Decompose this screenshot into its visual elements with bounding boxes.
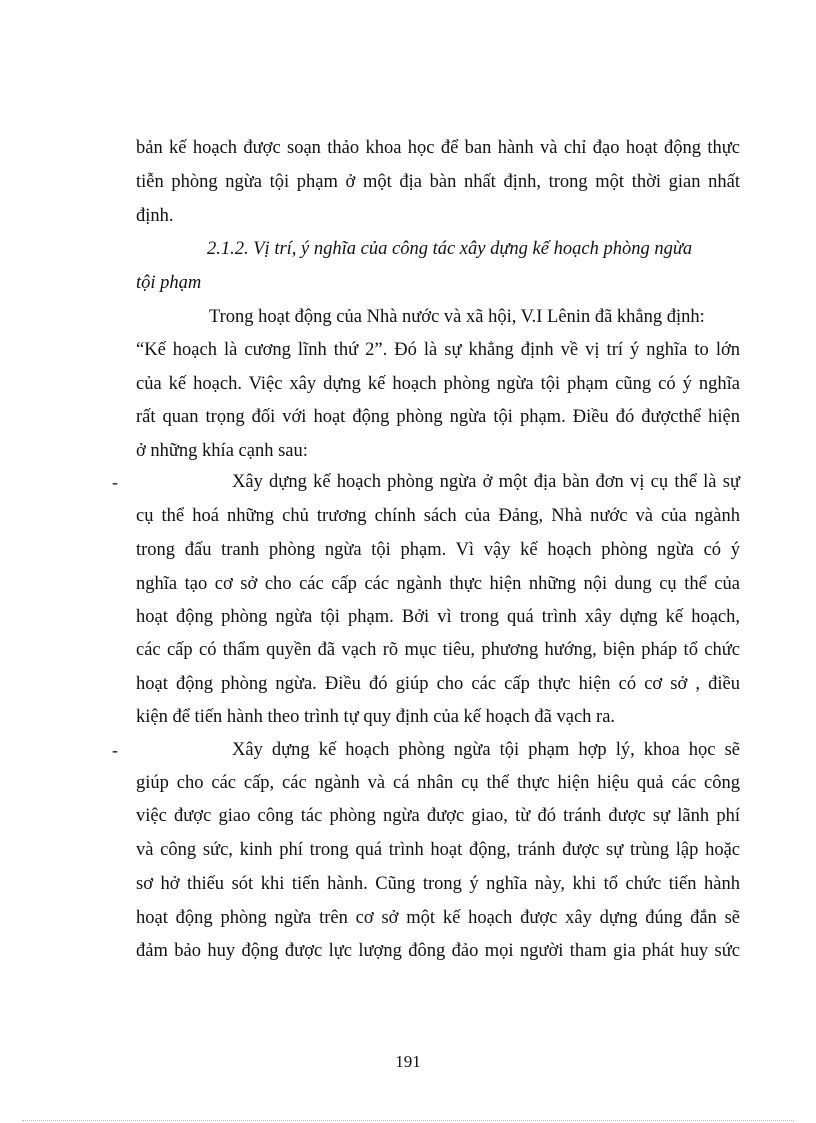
text-line: kiện để tiến hành theo trình tự quy định của kế hoạch đã vạch ra. (136, 707, 616, 727)
text-line: hoạt động phòng ngừa. Điều đó giúp cho các cấp thực hiện có cơ sở , điều (136, 674, 740, 694)
text-line: “Kế hoạch là cương lĩnh thứ 2”. Đó là sự khẳng định về vị trí ý nghĩa to lớn (136, 340, 740, 360)
text-line: định. (136, 206, 174, 226)
text-line: Xây dựng kế hoạch phòng ngừa tội phạm hợp lý, khoa học sẽ (232, 740, 740, 760)
text-line: tiễn phòng ngừa tội phạm ở một địa bàn nhất định, trong một thời gian nhất (136, 172, 740, 192)
text-line: cụ thể hoá những chủ trương chính sách của Đảng, Nhà nước và của ngành (136, 506, 740, 526)
text-line: đảm bảo huy động được lực lượng đông đảo mọi người tham gia phát huy sức (136, 941, 740, 961)
text-line: của kế hoạch. Việc xây dựng kế hoạch phòng ngừa tội phạm cũng có ý nghĩa (136, 374, 740, 394)
section-heading: 2.1.2. Vị trí, ý nghĩa của công tác xây dựng kế hoạch phòng ngừa (207, 239, 693, 259)
text-line: Trong hoạt động của Nhà nước và xã hội, V.I Lênin đã khẳng định: (209, 307, 705, 327)
text-line: ở những khía cạnh sau: (136, 441, 308, 461)
text-line: giúp cho các cấp, các ngành và cá nhân cụ thể thực hiện hiệu quả các công (136, 773, 740, 793)
bullet-dash: - (112, 740, 118, 760)
text-line: các cấp có thẩm quyền đã vạch rõ mục tiêu, phương hướng, biện pháp tổ chức (136, 640, 740, 660)
page-bottom-rule (22, 1120, 794, 1121)
text-line: và công sức, kinh phí trong quá trình hoạt động, tránh được sự trùng lập hoặc (136, 840, 740, 860)
text-line: hoạt động phòng ngừa tội phạm. Bởi vì trong quá trình xây dựng kế hoạch, (136, 607, 740, 627)
text-line: hoạt động phòng ngừa trên cơ sở một kế hoạch được xây dựng đúng đắn sẽ (136, 908, 740, 928)
text-line: sơ hở thiếu sót khi tiến hành. Cũng trong ý nghĩa này, khi tổ chức tiến hành (136, 874, 740, 894)
text-line: rất quan trọng đối với hoạt động phòng ngừa tội phạm. Điều đó đượcthể hiện (136, 407, 740, 427)
text-line: nghĩa tạo cơ sở cho các cấp các ngành thực hiện những nội dung cụ thể của (136, 574, 740, 594)
section-heading: tội phạm (136, 273, 202, 293)
text-line: trong đấu tranh phòng ngừa tội phạm. Vì vậy kế hoạch phòng ngừa có ý (136, 540, 740, 560)
bullet-dash: - (112, 472, 118, 492)
page-number: 191 (395, 1052, 421, 1071)
text-line: Xây dựng kế hoạch phòng ngừa ở một địa bàn đơn vị cụ thể là sự (232, 472, 740, 492)
text-line: bản kế hoạch được soạn thảo khoa học để ban hành và chỉ đạo hoạt động thực (136, 138, 740, 158)
text-line: việc được giao công tác phòng ngừa được giao, từ đó tránh được sự lãnh phí (136, 806, 740, 826)
